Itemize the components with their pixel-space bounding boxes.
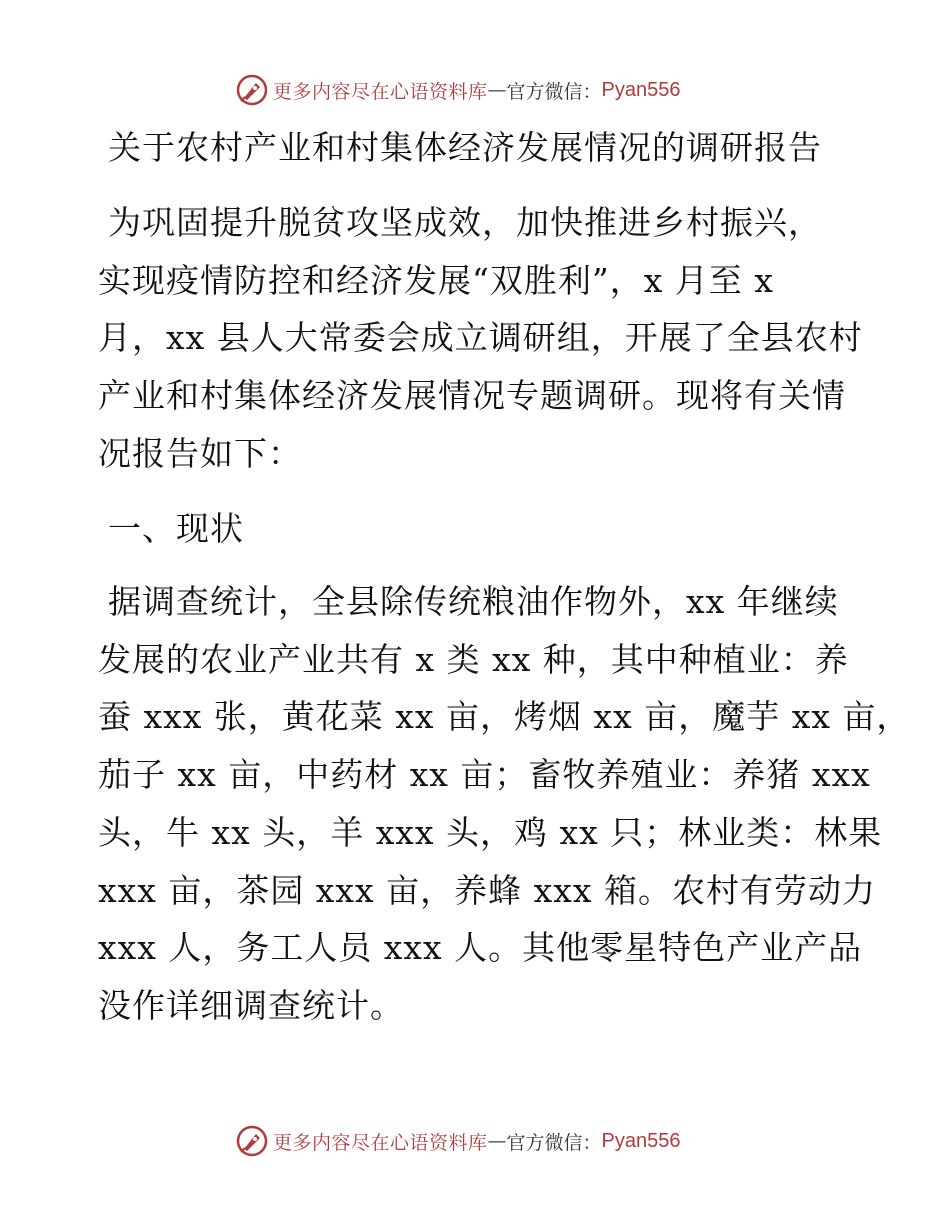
status-line: 头，牛 xx 头，羊 xxx 头，鸡 xx 只；林业类：林果	[98, 812, 883, 852]
status-line: 茄子 xx 亩，中药材 xx 亩；畜牧养殖业：养猪 xxx	[98, 755, 871, 795]
header-watermark	[235, 72, 681, 108]
watermark-separator: —	[487, 1130, 507, 1152]
intro-line: 实现疫情防控和经济发展“双胜利”，x 月至 x	[98, 260, 774, 300]
watermark-separator: —	[487, 79, 507, 101]
status-line: 蚕 xxx 张，黄花菜 xx 亩，烤烟 xx 亩，魔芋 xx 亩，	[98, 697, 911, 737]
watermark-account: Pyan556	[601, 78, 681, 101]
intro-line: 为巩固提升脱贫攻坚成效，加快推进乡村振兴，	[108, 203, 822, 242]
intro-paragraph	[98, 194, 863, 483]
watermark-brand-text: 更多内容尽在心语资料库	[273, 1131, 488, 1154]
intro-line: 况报告如下：	[98, 433, 302, 473]
status-line: xxx 亩，茶园 xxx 亩，养蜂 xxx 箱。农村有劳动力	[98, 870, 876, 910]
section-heading: 一、现状	[108, 509, 244, 548]
status-line: xxx 人，务工人员 xxx 人。其他零星特色产业产品	[98, 928, 863, 968]
document-title: 关于农村产业和村集体经济发展情况的调研报告	[108, 128, 822, 167]
status-paragraph	[98, 573, 911, 1035]
footer-watermark	[235, 1123, 681, 1159]
watermark-label: 官方微信：	[506, 1131, 602, 1154]
pen-nib-logo-icon	[235, 73, 269, 107]
intro-line: 产业和村集体经济发展情况专题调研。现将有关情	[98, 376, 846, 416]
status-line: 没作详细调查统计。	[98, 985, 404, 1025]
watermark-brand-text: 更多内容尽在心语资料库	[273, 80, 488, 103]
status-line: 据调查统计，全县除传统粮油作物外，xx 年继续	[108, 582, 839, 621]
watermark-label: 官方微信：	[506, 80, 602, 103]
intro-line: 月，xx 县人大常委会成立调研组，开展了全县农村	[98, 318, 863, 358]
watermark-account: Pyan556	[601, 1129, 681, 1152]
status-line: 发展的农业产业共有 x 类 xx 种，其中种植业：养	[98, 639, 849, 679]
pen-nib-logo-icon	[235, 1124, 269, 1158]
